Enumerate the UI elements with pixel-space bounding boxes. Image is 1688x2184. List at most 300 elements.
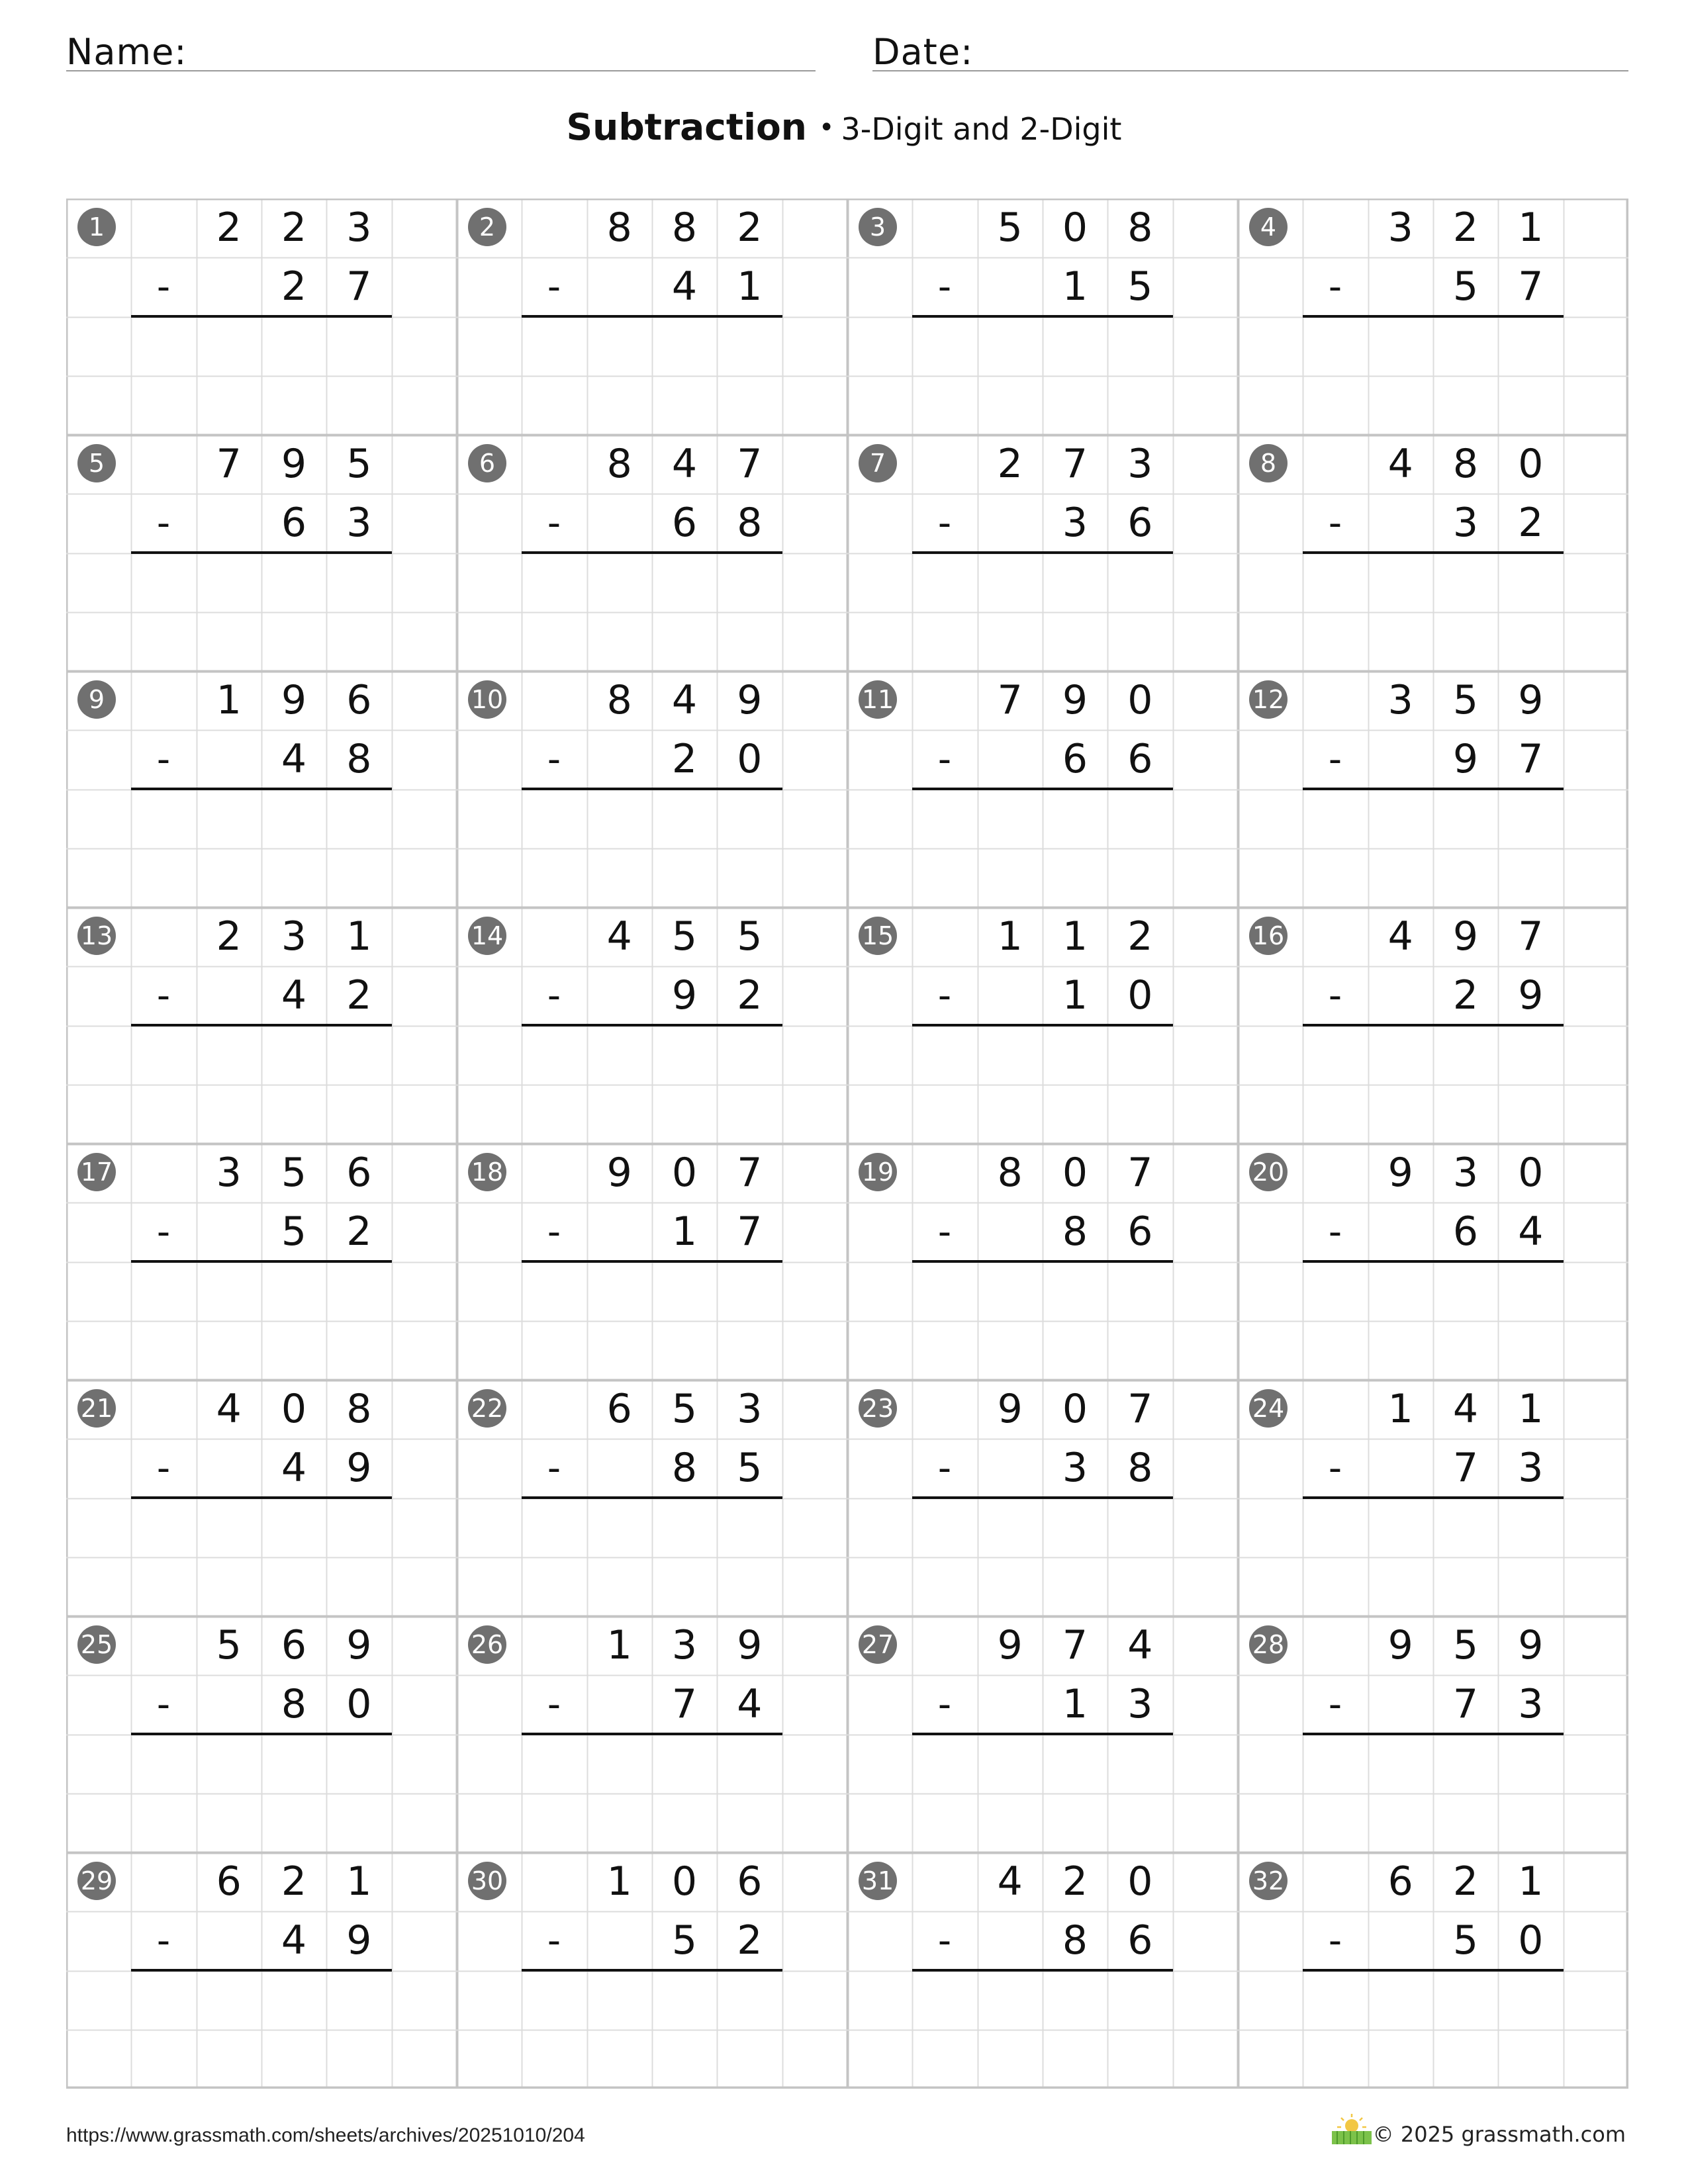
- subtrahend-digit: 2: [737, 972, 763, 1019]
- subtrahend-digit: 3: [1127, 1681, 1153, 1727]
- minuend-digit: 0: [1127, 677, 1153, 723]
- problem: [66, 199, 457, 435]
- minuend-digit: 2: [997, 441, 1023, 487]
- problem: [457, 671, 847, 907]
- subtrahend-digit: 0: [1518, 1917, 1544, 1964]
- problem-number-badge: 21: [77, 1389, 116, 1428]
- minuend-digit: 4: [671, 441, 698, 487]
- minuend-digit: 3: [1387, 677, 1413, 723]
- date-label: Date:: [872, 31, 974, 73]
- problem: [457, 1380, 847, 1616]
- subtrahend-digit: 2: [671, 736, 698, 782]
- subtrahend-digit: 8: [346, 736, 372, 782]
- minus-sign: -: [937, 265, 952, 308]
- subtrahend-digit: 1: [1062, 972, 1088, 1019]
- problem-number-badge: 8: [1249, 444, 1288, 482]
- subtrahend-digit: 9: [346, 1445, 372, 1491]
- problem-number-badge: 23: [859, 1389, 897, 1428]
- subtrahend-digit: 4: [737, 1681, 763, 1727]
- subtrahend-digit: 0: [737, 736, 763, 782]
- minuend-digit: 6: [216, 1858, 242, 1905]
- minuend-digit: 9: [997, 1386, 1023, 1432]
- minuend-digit: 0: [1062, 1386, 1088, 1432]
- subtrahend-digit: 9: [346, 1917, 372, 1964]
- subtrahend-digit: 9: [671, 972, 698, 1019]
- subtrahend-digit: 3: [1518, 1445, 1544, 1491]
- subtrahend-digit: 2: [281, 263, 307, 310]
- minuend-digit: 8: [997, 1150, 1023, 1196]
- answer-line: [912, 788, 1173, 790]
- answer-line: [522, 1969, 782, 1972]
- subtrahend-digit: 8: [671, 1445, 698, 1491]
- subtrahend-digit: 6: [1062, 736, 1088, 782]
- problem-number-badge: 11: [859, 680, 897, 719]
- subtrahend-digit: 4: [281, 972, 307, 1019]
- subtrahend-digit: 6: [1452, 1208, 1479, 1255]
- minuend-digit: 1: [1387, 1386, 1413, 1432]
- minus-sign: -: [547, 502, 561, 545]
- subtrahend-digit: 3: [1062, 500, 1088, 546]
- minus-sign: -: [156, 738, 171, 781]
- minuend-digit: 7: [1518, 913, 1544, 960]
- footer-copyright: © 2025 grassmath.com: [1372, 2122, 1626, 2147]
- minuend-digit: 4: [671, 677, 698, 723]
- minuend-digit: 9: [1387, 1622, 1413, 1668]
- minuend-digit: 0: [1518, 441, 1544, 487]
- problem: [66, 1616, 457, 1852]
- answer-line: [1303, 1024, 1564, 1026]
- minuend-digit: 7: [1127, 1150, 1153, 1196]
- answer-line: [522, 1496, 782, 1499]
- problem: [457, 1852, 847, 2089]
- problem: [66, 1380, 457, 1616]
- subtrahend-digit: 7: [671, 1681, 698, 1727]
- answer-line: [912, 1496, 1173, 1499]
- answer-line: [131, 788, 392, 790]
- minus-sign: -: [1328, 265, 1342, 308]
- minuend-digit: 4: [1387, 441, 1413, 487]
- subtrahend-digit: 3: [1062, 1445, 1088, 1491]
- title-bullet: •: [818, 113, 835, 143]
- problem: [1238, 1380, 1628, 1616]
- minuend-digit: 5: [216, 1622, 242, 1668]
- minuend-digit: 0: [1127, 1858, 1153, 1905]
- subtrahend-digit: 1: [1062, 1681, 1088, 1727]
- subtrahend-digit: 5: [1452, 263, 1479, 310]
- minuend-digit: 4: [997, 1858, 1023, 1905]
- problem-number-badge: 9: [77, 680, 116, 719]
- minuend-digit: 9: [1062, 677, 1088, 723]
- subtrahend-digit: 5: [737, 1445, 763, 1491]
- problem: [1238, 435, 1628, 671]
- problem: [847, 1144, 1238, 1380]
- minuend-digit: 5: [1452, 1622, 1479, 1668]
- problem: [66, 907, 457, 1144]
- minuend-digit: 0: [1062, 205, 1088, 251]
- minuend-digit: 4: [1387, 913, 1413, 960]
- subtrahend-digit: 6: [671, 500, 698, 546]
- subtrahend-digit: 8: [1062, 1208, 1088, 1255]
- problem-number-badge: 1: [77, 208, 116, 246]
- minuend-digit: 8: [346, 1386, 372, 1432]
- problem: [66, 1144, 457, 1380]
- answer-line: [912, 1260, 1173, 1263]
- minuend-digit: 3: [281, 913, 307, 960]
- problem-number-badge: 18: [468, 1153, 506, 1191]
- minuend-digit: 1: [1062, 913, 1088, 960]
- subtrahend-digit: 1: [737, 263, 763, 310]
- subtrahend-digit: 6: [1127, 1917, 1153, 1964]
- minuend-digit: 6: [737, 1858, 763, 1905]
- problem: [847, 907, 1238, 1144]
- problem-number-badge: 27: [859, 1625, 897, 1664]
- problem-number-badge: 28: [1249, 1625, 1288, 1664]
- minus-sign: -: [937, 502, 952, 545]
- minus-sign: -: [156, 265, 171, 308]
- subtrahend-digit: 8: [281, 1681, 307, 1727]
- subtrahend-digit: 2: [1518, 500, 1544, 546]
- minuend-digit: 9: [606, 1150, 632, 1196]
- minuend-digit: 1: [1518, 1386, 1544, 1432]
- answer-line: [912, 1733, 1173, 1735]
- minuend-digit: 8: [606, 441, 632, 487]
- subtrahend-digit: 7: [1518, 736, 1544, 782]
- minuend-digit: 2: [216, 205, 242, 251]
- answer-line: [912, 551, 1173, 554]
- problem-number-badge: 24: [1249, 1389, 1288, 1428]
- minuend-digit: 2: [216, 913, 242, 960]
- subtrahend-digit: 6: [1127, 736, 1153, 782]
- name-label: Name:: [66, 31, 187, 73]
- problem-number-badge: 20: [1249, 1153, 1288, 1191]
- answer-line: [522, 1024, 782, 1026]
- subtrahend-digit: 8: [1062, 1917, 1088, 1964]
- problem-number-badge: 3: [859, 208, 897, 246]
- problem-number-badge: 15: [859, 917, 897, 955]
- answer-line: [912, 315, 1173, 318]
- problem-number-badge: 22: [468, 1389, 506, 1428]
- minuend-digit: 7: [216, 441, 242, 487]
- minus-sign: -: [547, 1210, 561, 1253]
- minus-sign: -: [1328, 502, 1342, 545]
- problem: [847, 435, 1238, 671]
- problem: [457, 199, 847, 435]
- subtrahend-digit: 9: [1518, 972, 1544, 1019]
- minuend-digit: 5: [1452, 677, 1479, 723]
- answer-line: [1303, 1969, 1564, 1972]
- subtrahend-digit: 2: [346, 972, 372, 1019]
- minuend-digit: 1: [997, 913, 1023, 960]
- answer-line: [131, 1733, 392, 1735]
- minuend-digit: 7: [737, 1150, 763, 1196]
- problem: [1238, 1852, 1628, 2089]
- minuend-digit: 9: [1518, 1622, 1544, 1668]
- minuend-digit: 3: [1127, 441, 1153, 487]
- subtrahend-digit: 5: [671, 1917, 698, 1964]
- minus-sign: -: [547, 1919, 561, 1962]
- grass-sun-logo-icon: [1331, 2111, 1373, 2146]
- subtrahend-digit: 5: [281, 1208, 307, 1255]
- answer-line: [1303, 1733, 1564, 1735]
- subtrahend-digit: 4: [281, 736, 307, 782]
- problem-number-badge: 17: [77, 1153, 116, 1191]
- minuend-digit: 9: [1452, 913, 1479, 960]
- answer-line: [1303, 788, 1564, 790]
- problem-number-badge: 10: [468, 680, 506, 719]
- minuend-digit: 5: [671, 913, 698, 960]
- problem-grid: [66, 199, 1628, 2089]
- minus-sign: -: [156, 1919, 171, 1962]
- subtrahend-digit: 4: [1518, 1208, 1544, 1255]
- minus-sign: -: [1328, 1683, 1342, 1726]
- problem: [847, 199, 1238, 435]
- subtrahend-digit: 4: [671, 263, 698, 310]
- minus-sign: -: [547, 1683, 561, 1726]
- minuend-digit: 5: [997, 205, 1023, 251]
- minuend-digit: 2: [1127, 913, 1153, 960]
- subtrahend-digit: 7: [737, 1208, 763, 1255]
- minus-sign: -: [1328, 1447, 1342, 1490]
- minuend-digit: 3: [737, 1386, 763, 1432]
- subtrahend-digit: 7: [346, 263, 372, 310]
- minuend-digit: 9: [997, 1622, 1023, 1668]
- subtrahend-digit: 3: [1452, 500, 1479, 546]
- problem-number-badge: 26: [468, 1625, 506, 1664]
- answer-line: [1303, 551, 1564, 554]
- problem-number-badge: 30: [468, 1862, 506, 1900]
- problem: [1238, 907, 1628, 1144]
- minuend-digit: 5: [346, 441, 372, 487]
- subtrahend-digit: 5: [1452, 1917, 1479, 1964]
- answer-line: [131, 315, 392, 318]
- minuend-digit: 8: [1452, 441, 1479, 487]
- answer-line: [522, 315, 782, 318]
- problem-number-badge: 32: [1249, 1862, 1288, 1900]
- minus-sign: -: [547, 265, 561, 308]
- subtrahend-digit: 6: [1127, 1208, 1153, 1255]
- answer-line: [912, 1969, 1173, 1972]
- problem-number-badge: 2: [468, 208, 506, 246]
- minuend-digit: 1: [216, 677, 242, 723]
- title-main: Subtraction: [566, 106, 807, 148]
- minuend-digit: 0: [671, 1858, 698, 1905]
- problem: [1238, 199, 1628, 435]
- problem-number-badge: 16: [1249, 917, 1288, 955]
- minuend-digit: 7: [1127, 1386, 1153, 1432]
- minuend-digit: 2: [281, 1858, 307, 1905]
- answer-line: [1303, 1496, 1564, 1499]
- minuend-digit: 9: [281, 441, 307, 487]
- subtrahend-digit: 8: [1127, 1445, 1153, 1491]
- minuend-digit: 7: [1062, 1622, 1088, 1668]
- subtrahend-digit: 2: [1452, 972, 1479, 1019]
- subtrahend-digit: 4: [281, 1445, 307, 1491]
- problem-number-badge: 19: [859, 1153, 897, 1191]
- subtrahend-digit: 4: [281, 1917, 307, 1964]
- problem: [66, 1852, 457, 2089]
- problem-number-badge: 14: [468, 917, 506, 955]
- problem: [66, 435, 457, 671]
- answer-line: [1303, 1260, 1564, 1263]
- problem: [457, 907, 847, 1144]
- worksheet-title: [0, 106, 1688, 148]
- minuend-digit: 5: [737, 913, 763, 960]
- minuend-digit: 9: [281, 677, 307, 723]
- footer-url: https://www.grassmath.com/sheets/archives/20251010/204: [66, 2124, 585, 2146]
- minus-sign: -: [547, 974, 561, 1017]
- subtrahend-digit: 0: [1127, 972, 1153, 1019]
- minuend-digit: 5: [281, 1150, 307, 1196]
- problem-number-badge: 7: [859, 444, 897, 482]
- minuend-digit: 8: [606, 677, 632, 723]
- problem-number-badge: 25: [77, 1625, 116, 1664]
- answer-line: [912, 1024, 1173, 1026]
- subtrahend-digit: 6: [1127, 500, 1153, 546]
- subtrahend-digit: 9: [1452, 736, 1479, 782]
- minuend-digit: 1: [606, 1622, 632, 1668]
- answer-line: [522, 551, 782, 554]
- minuend-digit: 2: [1062, 1858, 1088, 1905]
- subtrahend-digit: 2: [737, 1917, 763, 1964]
- minuend-digit: 6: [606, 1386, 632, 1432]
- date-field[interactable]: [872, 24, 1628, 71]
- problem-number-badge: 29: [77, 1862, 116, 1900]
- subtrahend-digit: 1: [1062, 263, 1088, 310]
- minuend-digit: 6: [346, 1150, 372, 1196]
- problem: [457, 1144, 847, 1380]
- minuend-digit: 3: [1452, 1150, 1479, 1196]
- subtrahend-digit: 2: [346, 1208, 372, 1255]
- subtrahend-digit: 0: [346, 1681, 372, 1727]
- subtrahend-digit: 6: [281, 500, 307, 546]
- header-fields: [66, 24, 1628, 73]
- minus-sign: -: [547, 738, 561, 781]
- subtrahend-digit: 3: [1518, 1681, 1544, 1727]
- minus-sign: -: [937, 1447, 952, 1490]
- problem: [1238, 1144, 1628, 1380]
- minuend-digit: 4: [1127, 1622, 1153, 1668]
- problem-number-badge: 31: [859, 1862, 897, 1900]
- subtrahend-digit: 7: [1452, 1681, 1479, 1727]
- minuend-digit: 8: [606, 205, 632, 251]
- minuend-digit: 0: [1518, 1150, 1544, 1196]
- minuend-digit: 1: [346, 913, 372, 960]
- subtrahend-digit: 5: [1127, 263, 1153, 310]
- minuend-digit: 5: [671, 1386, 698, 1432]
- problem-number-badge: 13: [77, 917, 116, 955]
- minuend-digit: 1: [606, 1858, 632, 1905]
- problem-number-badge: 12: [1249, 680, 1288, 719]
- minuend-digit: 1: [1518, 205, 1544, 251]
- minuend-digit: 2: [1452, 205, 1479, 251]
- answer-line: [131, 1969, 392, 1972]
- minus-sign: -: [547, 1447, 561, 1490]
- subtrahend-digit: 8: [737, 500, 763, 546]
- minuend-digit: 6: [1387, 1858, 1413, 1905]
- minus-sign: -: [156, 974, 171, 1017]
- answer-line: [131, 1496, 392, 1499]
- subtrahend-digit: 7: [1452, 1445, 1479, 1491]
- minuend-digit: 3: [1387, 205, 1413, 251]
- problem-number-badge: 4: [1249, 208, 1288, 246]
- minuend-digit: 3: [671, 1622, 698, 1668]
- problem-number-badge: 5: [77, 444, 116, 482]
- subtrahend-digit: 1: [671, 1208, 698, 1255]
- minus-sign: -: [937, 1683, 952, 1726]
- minuend-digit: 4: [1452, 1386, 1479, 1432]
- answer-line: [522, 1733, 782, 1735]
- problem: [66, 671, 457, 907]
- title-subtitle: 3-Digit and 2-Digit: [841, 111, 1122, 147]
- minus-sign: -: [937, 974, 952, 1017]
- problem: [847, 671, 1238, 907]
- minuend-digit: 8: [671, 205, 698, 251]
- minuend-digit: 2: [1452, 1858, 1479, 1905]
- minus-sign: -: [156, 1210, 171, 1253]
- problem: [847, 1852, 1238, 2089]
- minuend-digit: 1: [346, 1858, 372, 1905]
- answer-line: [131, 551, 392, 554]
- answer-line: [131, 1260, 392, 1263]
- minus-sign: -: [156, 1447, 171, 1490]
- minuend-digit: 6: [281, 1622, 307, 1668]
- answer-line: [1303, 315, 1564, 318]
- minus-sign: -: [1328, 738, 1342, 781]
- problem: [1238, 1616, 1628, 1852]
- problem: [847, 1380, 1238, 1616]
- minus-sign: -: [1328, 974, 1342, 1017]
- problem: [457, 1616, 847, 1852]
- name-field[interactable]: [66, 24, 816, 71]
- problem: [1238, 671, 1628, 907]
- problem: [847, 1616, 1238, 1852]
- minuend-digit: 0: [671, 1150, 698, 1196]
- minuend-digit: 7: [997, 677, 1023, 723]
- minuend-digit: 7: [1062, 441, 1088, 487]
- minuend-digit: 0: [281, 1386, 307, 1432]
- problem: [457, 435, 847, 671]
- minus-sign: -: [156, 1683, 171, 1726]
- minuend-digit: 9: [737, 1622, 763, 1668]
- minuend-digit: 2: [281, 205, 307, 251]
- minus-sign: -: [1328, 1210, 1342, 1253]
- problem-number-badge: 6: [468, 444, 506, 482]
- subtrahend-digit: 7: [1518, 263, 1544, 310]
- minus-sign: -: [937, 738, 952, 781]
- subtrahend-digit: 3: [346, 500, 372, 546]
- minus-sign: -: [156, 502, 171, 545]
- answer-line: [522, 1260, 782, 1263]
- answer-line: [522, 788, 782, 790]
- minuend-digit: 7: [737, 441, 763, 487]
- answer-line: [131, 1024, 392, 1026]
- minus-sign: -: [1328, 1919, 1342, 1962]
- minuend-digit: 4: [606, 913, 632, 960]
- minuend-digit: 3: [216, 1150, 242, 1196]
- minuend-digit: 9: [346, 1622, 372, 1668]
- minuend-digit: 2: [737, 205, 763, 251]
- minuend-digit: 8: [1127, 205, 1153, 251]
- minuend-digit: 0: [1062, 1150, 1088, 1196]
- minus-sign: -: [937, 1210, 952, 1253]
- minuend-digit: 1: [1518, 1858, 1544, 1905]
- minuend-digit: 9: [1518, 677, 1544, 723]
- minuend-digit: 4: [216, 1386, 242, 1432]
- minus-sign: -: [937, 1919, 952, 1962]
- minuend-digit: 9: [737, 677, 763, 723]
- minuend-digit: 3: [346, 205, 372, 251]
- minuend-digit: 9: [1387, 1150, 1413, 1196]
